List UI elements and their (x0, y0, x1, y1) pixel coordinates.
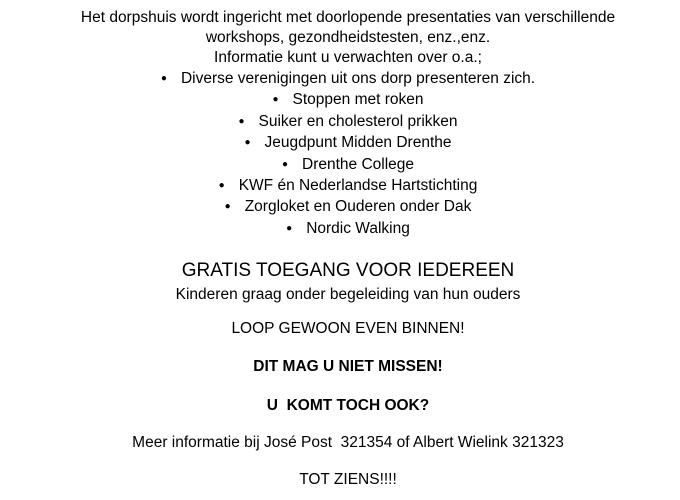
walk-in-text: LOOP GEWOON EVEN BINNEN! (231, 320, 465, 337)
bullet-icon: ● (272, 94, 279, 106)
intro-text (0, 8, 680, 68)
list-item-text: Drenthe College (302, 155, 415, 173)
bullet-icon: ● (218, 179, 225, 191)
intro-line-3: Informatie kunt u verwachten over o.a.; (214, 49, 482, 66)
children-note: Kinderen graag onder begeleiding van hun ouders (175, 286, 521, 303)
free-entry-heading: GRATIS TOEGANG VOOR IEDEREEN (181, 260, 515, 281)
closing-text: TOT ZIENS!!!! (299, 471, 397, 488)
list-item-text: Stoppen met roken (292, 91, 424, 109)
list-item-text: Diverse verenigingen uit ons dorp presenteren zich. (180, 70, 536, 87)
topics-list (0, 68, 680, 239)
list-item (0, 111, 680, 132)
intro-line-1: Het dorpshuis wordt ingericht met doorlopende presentaties van verschillende (80, 9, 616, 26)
list-item-text: KWF én Nederlandse Hartstichting (238, 176, 478, 194)
list-item (0, 175, 680, 196)
list-item-text: Zorgloket en Ouderen onder Dak (244, 198, 472, 216)
intro-line-2: workshops, gezondheidstesten, enz.,enz. (205, 29, 491, 46)
bullet-icon: ● (244, 137, 251, 149)
bullet-icon: ● (281, 158, 289, 170)
list-item (0, 154, 680, 175)
list-item-text: Nordic Walking (306, 219, 410, 237)
bullet-icon: ● (160, 73, 167, 84)
list-item-text: Suiker en cholesterol prikken (258, 112, 458, 130)
coming-question: U KOMT TOCH OOK? (266, 397, 430, 414)
bullet-icon: ● (238, 115, 245, 127)
bullet-icon: ● (286, 222, 293, 234)
list-item-text: Jeugdpunt Midden Drenthe (264, 134, 452, 152)
list-item (0, 196, 680, 217)
list-item (0, 132, 680, 153)
list-item (0, 218, 680, 239)
bullet-icon: ● (224, 201, 231, 213)
dont-miss-text: DIT MAG U NIET MISSEN! (253, 358, 443, 375)
list-item (0, 68, 680, 89)
list-item (0, 89, 680, 110)
contact-info: Meer informatie bij José Post 321354 of Albert Wielink 321323 (132, 434, 564, 451)
